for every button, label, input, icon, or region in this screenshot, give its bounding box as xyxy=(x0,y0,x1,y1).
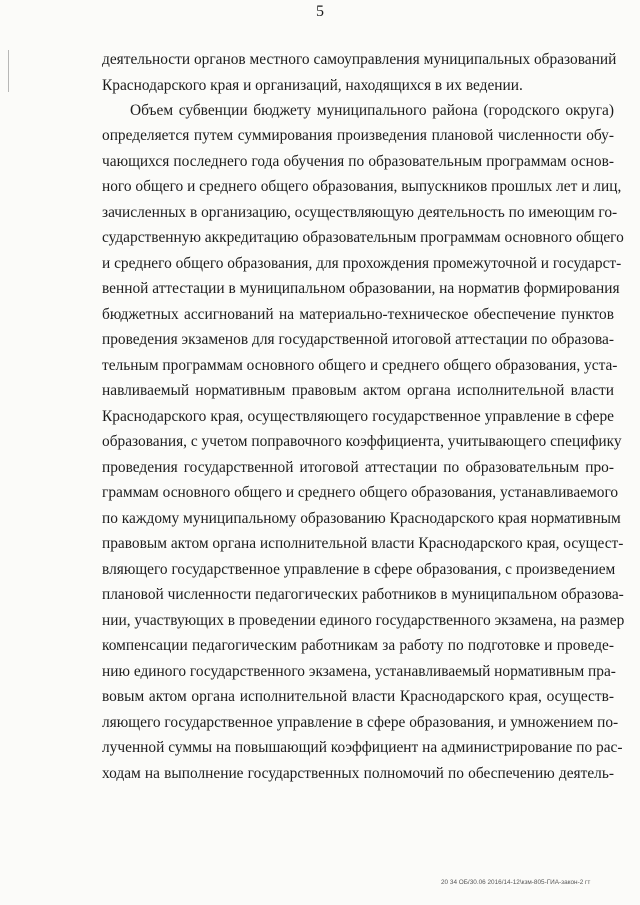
text-line: правовым актом органа исполнительной власти Краснодарского края, осущест- xyxy=(102,535,624,552)
text-line: Краснодарского края, осуществляющего государственное управление в сфере xyxy=(102,408,614,425)
text-line: зачисленных в организацию, осуществляющую деятельность по имеющим го- xyxy=(102,204,618,221)
text-line: нию единого государственного экзамена, устанавливаемый нормативным пра- xyxy=(102,663,616,680)
text-line: лученной суммы на повышающий коэффициент на администрирование по рас- xyxy=(102,739,623,756)
text-line: проведения экзаменов для государственной итоговой аттестации по образова- xyxy=(102,331,614,348)
scan-edge-mark xyxy=(8,50,9,92)
text-line: ляющего государственное управление в сфере образования, и умножением по- xyxy=(102,714,619,731)
text-line: граммам основного общего и среднего общего образования, устанавливаемого xyxy=(102,484,619,501)
text-line: по каждому муниципальному образованию Краснодарского края нормативным xyxy=(102,510,621,527)
text-line: вовым актом органа исполнительной власти Краснодарского края, осуществ- xyxy=(102,688,614,705)
text-line: венной аттестации в муниципальном образовании, на норматив формирования xyxy=(102,280,620,297)
text-line: ного общего и среднего общего образования, выпускников прошлых лет и лиц, xyxy=(102,178,622,195)
text-line: Объем субвенции бюджету муниципального района (городского округа) xyxy=(130,102,614,119)
text-line: чающихся последнего года обучения по образовательным программам основ- xyxy=(102,153,614,170)
text-line: бюджетных ассигнований на материально-техническое обеспечение пунктов xyxy=(102,306,614,323)
document-footer-code: 20 34 ОБ/30.06 2016/14-12\кзм-805-ГИА-закон-2 гт xyxy=(441,879,591,886)
text-line: образования, с учетом поправочного коэффициента, учитывающего специфику xyxy=(102,433,622,450)
text-line: компенсации педагогическим работникам за работу по подготовке и проведе- xyxy=(102,637,614,654)
text-line: деятельности органов местного самоуправления муниципальных образований xyxy=(102,51,617,68)
text-line: сударственную аккредитацию образовательным программам основного общего xyxy=(102,229,624,246)
text-line: определяется путем суммирования произведения плановой численности обу- xyxy=(102,127,614,144)
text-line: вляющего государственное управление в сфере образования, с произведением xyxy=(102,561,616,578)
text-line: нии, участвующих в проведении единого государственного экзамена, на размер xyxy=(102,612,625,629)
text-line: навливаемый нормативным правовым актом органа исполнительной власти xyxy=(102,382,614,399)
text-line: тельным программам основного общего и среднего общего образования, уста- xyxy=(102,357,618,374)
text-line: проведения государственной итоговой аттестации по образовательным про- xyxy=(102,459,614,476)
page-number: 5 xyxy=(316,3,324,20)
text-line: и среднего общего образования, для прохождения промежуточной и государст- xyxy=(102,255,622,272)
text-line: ходам на выполнение государственных полномочий по обеспечению деятель- xyxy=(102,765,614,782)
text-line: Краснодарского края и организаций, находящихся в их ведении. xyxy=(102,77,523,94)
text-line: плановой численности педагогических работников в муниципальном образова- xyxy=(102,586,624,603)
